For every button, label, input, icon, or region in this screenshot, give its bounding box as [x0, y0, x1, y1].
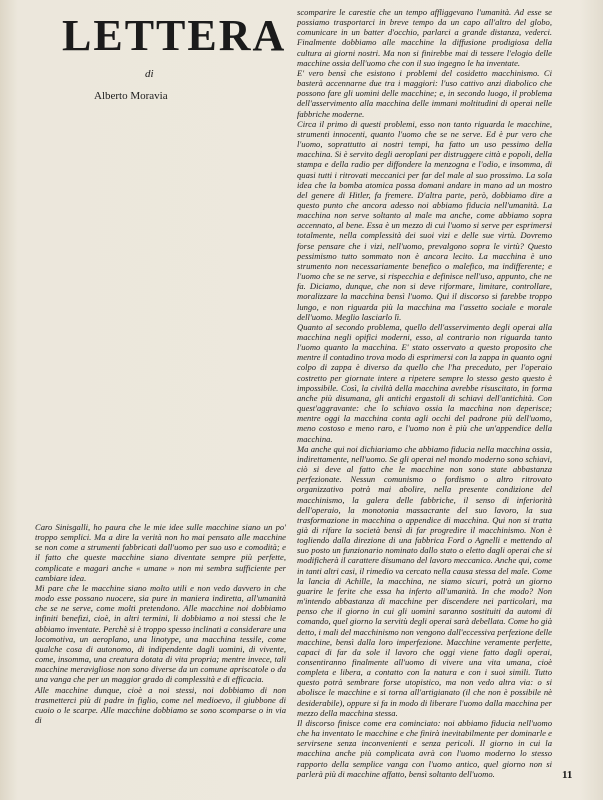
paragraph: E' vero bensì che esistono i problemi del cosidetto macchinismo. Ci basterà accennarne due tra i maggiori: l'uso cattivo anzi diabolico che possono fare gli uomini delle macchine; e, in secondo luogo, il problema dell'asservimento alla macchina delle immani moltitudini di operai nelle fabbriche moderne.	[297, 67, 552, 119]
paragraph: Il discorso finisce come era cominciato: noi abbiamo fiducia nell'uomo che ha inventato le macchine e che finirà inevitabilmente per dominarle e servirsene senza inconvenienti e senza pericoli. Il giorno in cui la macchina anche più complicata avrà con l'uomo moderno lo stesso rapporto della semplice vanga con l'uomo antico, quel giorno non si parlerà più di macchine affatto, bensì soltanto dell'uomo.	[297, 717, 552, 779]
paragraph: Caro Sinisgalli, ho paura che le mie idee sulle macchine siano un po' troppo semplici. Ma a dire la verità non ho mai pensato alle macchine se non come a strumenti fabbricati dall'uomo per suo uso e comodità; e il fatto che queste macchine siano diventate sempre più perfette, complicate e magari anche « umane » non mi sembra sufficiente per cambiare idea.	[35, 522, 286, 583]
left-column	[35, 522, 286, 725]
byline-prefix: di	[145, 68, 154, 80]
paragraph: Ma anche qui noi dichiariamo che abbiamo fiducia nella macchina ossia, indirettamente, nell'uomo. Se gli operai nel mondo moderno sono schiavi, ciò si deve al fatto che le macchine non sono state abbastanza perfezionate. Nessun comunismo o fordismo o altro ritrovato organizzativo potrà mai abolire, nella presente condizione del macchinismo, la galera delle fabbriche, il senso di inferiorità dell'operaio, la monotonia massacrante del suo lavoro, la sua trasformazione in macchina o appendice di macchina. Qui non si tratta già di rifare la società bensì di far progredire il macchinismo. Non è togliendo dalla direzione di una fabbrica Ford o Agnelli e mettendo al suo posto un funzionario nominato dallo stato o eletto dagli operai che si modificherà il carattere disumano del lavoro meccanico. Anche qui, come in tanti altri casi, il rimedio va cercato nella causa stessa del male. Come la lancia di Achille, la macchina, ne siamo sicuri, potrà un giorno guarire le ferite che essa ha inferto all'umanità. In che modo? Non m'intendo abbastanza di macchine per discendere nei particolari, ma penso che il giorno in cui gli uomini saranno sostituiti da automi di comando, quel giorno la servitù degli operai sarà debellata. Come ho già detto, i mali del macchinismo non vengono dall'eccessiva perfezione delle macchine, bensì dalla loro imperfezione. Macchine veramente perfette, capaci di far da sole il lavoro che oggi viene fatto dagli operai, consentiranno finalmente all'uomo di vivere una vita umana, cioè completa e libera, a contatto con la natura e con i suoi simili. Tutto questo potrà sembrare forse utopistico, ma non vedo altra via: o si abolisce le macchine e si torna all'artigianato (il che non è possibile nè desiderabile), oppure si fa in modo di liberare l'uomo dalla macchina per mezzo della macchina stessa.	[297, 443, 552, 718]
article-title: LETTERA	[62, 11, 287, 60]
right-column	[297, 7, 552, 779]
paragraph: Circa il primo di questi problemi, esso non tanto riguarda le macchine, strumenti innocenti, quanto l'uomo che se ne serve. Ed è pur vero che l'uomo, soprattutto ai nostri tempi, ha fatto un uso pessimo della macchina. Si è servito degli aeroplani per distruggere città e popoli, della stampa e della radio per diffondere la menzogna e l'odio, e insomma, di quasi tutti i ritrovati meccanici per far del male al suo prossimo. La sola idea che la bomba atomica possa domani andare in mano ad un mostro del genere di Hitler, fa fremere. D'altra parte, però, dobbiamo dire a questo punto che ancora adesso noi abbiamo fiducia nell'umanità. La macchina non serve soltanto al male ma anche, come abbiamo sopra accennato, al bene. Essa è un mezzo di cui l'uomo si serve per esprimersi totalmente, nella complessità dei suoi vizi e delle sue virtù. Dovremo forse pensare che i vizi, nell'uomo, prevalgono sopra le virtù? Questo pessimismo tutto sommato non è ancora lecito. La macchina è uno strumento non necessariamente benefico o malefico, ma indifferente; e l'uomo che se ne serve, si rispecchia e definisce nell'uso, appunto, che ne fa. Diciamo, dunque, che non si deve riformare, limitare, controllare, moralizzare la macchina bensì l'uomo. Qui il discorso si farebbe troppo lungo, e non riguarda più la macchina ma l'assetto sociale e morale dell'uomo. Meglio lasciarlo lì.	[297, 118, 552, 322]
paragraph: scomparire le carestie che un tempo affliggevano l'umanità. Ad esse se possiamo trasportarci in breve tempo da un capo all'altro del globo, comunicare in un batter d'occhio, parlarci a grande distanza, vederci. Finalmente dobbiamo alle macchine la diffusione prodigiosa della cultura ai giorni nostri. Ma non si finirebbe mai di tessere l'elogio delle macchine ossia dell'uomo che con il suo ingegno le ha inventate.	[297, 7, 552, 68]
paragraph: Alle macchine dunque, cioè a noi stessi, noi dobbiamo di non trasmetterci più di padre in figlio, come nel medioevo, il giubbone di cuoio o le scarpe. Alle macchine dobbiamo se sono scomparse o in via di	[35, 684, 286, 725]
page-number: 11	[562, 769, 573, 781]
author-name: Alberto Moravia	[94, 90, 168, 102]
paragraph: Quanto al secondo problema, quello dell'asservimento degli operai alla macchina negli opifici moderni, esso, al contrario non riguarda tanto l'uomo quanto la macchina. E' stato osservato a questo proposito che mentre il contadino trova modo di esprimersi con la zappa in quanto ogni colpo di zappa è diverso da quello che l'ha preceduto, per l'operaio costretto per giornate intere a ripetere sempre lo stesso gesto questo è impossibile. Così, la civiltà della macchina avrebbe risuscitato, in forma anche più disumana, gli antichi ergastoli di schiavi dell'antichità. Con quest'aggravante: che lo schiavo ossia la macchina non deperisce; mentre oggi la macchina conta agli occhi del padrone più dell'uomo, meno costoso e meno raro, e l'uomo non è più che un'appendice della macchina.	[297, 321, 552, 444]
paragraph: Mi pare che le macchine siano molto utili e non vedo davvero in che modo esse possano nuocere, sia pure in maniera indiretta, all'umanità che se ne serve, come molti pretendono. Alle macchine noi dobbiamo infiniti benefizi, cioè, in altri termini, li dobbiamo a noi stessi che le abbiamo inventate. Perchè si è troppo spesso inclinati a considerare una locomotiva, un aeroplano, una linotype, una macchina tessile, come qualche cosa di autonomo, di indipendente dagli uomini, di vivente, come, insomma, una creatura dotata di vita propria; mentre invece, tali macchine meravigliose non sono diverse da un comune apriscatole o da una vanga che per un maggior grado di complessità e di efficacia.	[35, 582, 286, 685]
